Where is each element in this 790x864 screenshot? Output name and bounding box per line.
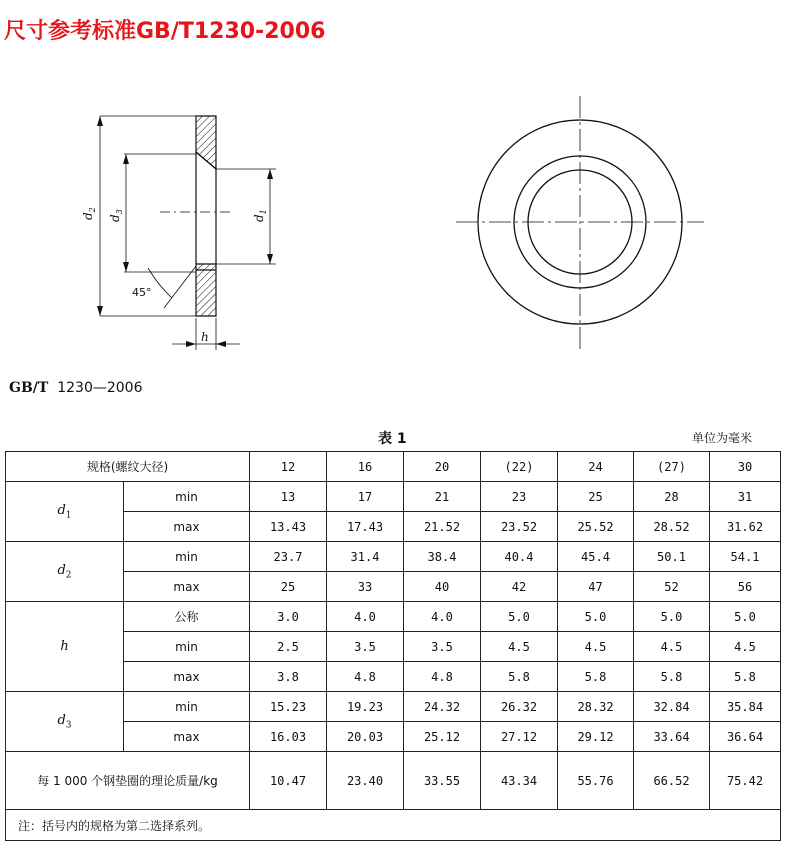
- value-cell: 56: [710, 572, 781, 602]
- row-label: min: [124, 482, 250, 512]
- mass-value: 43.34: [481, 752, 558, 810]
- value-cell: 3.8: [250, 662, 327, 692]
- value-cell: 5.8: [634, 662, 710, 692]
- value-cell: 25.12: [404, 722, 481, 752]
- value-cell: 31.4: [327, 542, 404, 572]
- row-label: max: [124, 722, 250, 752]
- size-header: 20: [404, 452, 481, 482]
- mass-value: 75.42: [710, 752, 781, 810]
- value-cell: 26.32: [481, 692, 558, 722]
- row-label: max: [124, 662, 250, 692]
- value-cell: 28.32: [558, 692, 634, 722]
- value-cell: 47: [558, 572, 634, 602]
- label-d3: $d_3$: [108, 209, 124, 222]
- front-view: [456, 96, 704, 352]
- page-heading: 尺寸参考标准GB/T1230-2006: [4, 19, 326, 44]
- mass-value: 10.47: [250, 752, 327, 810]
- value-cell: 28: [634, 482, 710, 512]
- value-cell: 4.5: [710, 632, 781, 662]
- value-cell: 3.0: [250, 602, 327, 632]
- value-cell: 4.0: [327, 602, 404, 632]
- value-cell: 3.5: [327, 632, 404, 662]
- row-label: min: [124, 542, 250, 572]
- value-cell: 54.1: [710, 542, 781, 572]
- value-cell: 25: [558, 482, 634, 512]
- value-cell: 23: [481, 482, 558, 512]
- symbol-cell: $d_1$: [6, 482, 124, 542]
- size-header: 24: [558, 452, 634, 482]
- value-cell: 21.52: [404, 512, 481, 542]
- dimension-table: [5, 451, 781, 841]
- label-h: h: [201, 330, 209, 344]
- value-cell: 4.8: [404, 662, 481, 692]
- unit-label: 单位为毫米: [692, 431, 753, 445]
- size-header: (22): [481, 452, 558, 482]
- table-header-row: [6, 452, 781, 482]
- value-cell: 33.64: [634, 722, 710, 752]
- value-cell: 4.5: [634, 632, 710, 662]
- value-cell: 21: [404, 482, 481, 512]
- value-cell: 40: [404, 572, 481, 602]
- size-header: 16: [327, 452, 404, 482]
- standard-label: GB/T 1230—2006: [9, 380, 143, 396]
- header-label: 规格(螺纹大径): [6, 452, 250, 482]
- value-cell: 3.5: [404, 632, 481, 662]
- size-header: 12: [250, 452, 327, 482]
- value-cell: 4.0: [404, 602, 481, 632]
- table-row: [6, 542, 781, 572]
- row-label: max: [124, 572, 250, 602]
- arrowheads: [97, 116, 273, 347]
- mass-value: 66.52: [634, 752, 710, 810]
- row-label: min: [124, 692, 250, 722]
- value-cell: 17: [327, 482, 404, 512]
- table-row: [6, 692, 781, 722]
- value-cell: 29.12: [558, 722, 634, 752]
- value-cell: 19.23: [327, 692, 404, 722]
- table-row: [6, 602, 781, 632]
- row-label: min: [124, 632, 250, 662]
- table-row: [6, 482, 781, 512]
- value-cell: 35.84: [710, 692, 781, 722]
- value-cell: 33: [327, 572, 404, 602]
- value-cell: 16.03: [250, 722, 327, 752]
- value-cell: 40.4: [481, 542, 558, 572]
- row-label: 公称: [124, 602, 250, 632]
- section-lower: [196, 264, 216, 316]
- value-cell: 42: [481, 572, 558, 602]
- value-cell: 5.8: [710, 662, 781, 692]
- symbol-cell: $d_3$: [6, 692, 124, 752]
- mass-value: 33.55: [404, 752, 481, 810]
- value-cell: 5.8: [558, 662, 634, 692]
- value-cell: 25: [250, 572, 327, 602]
- size-header: 30: [710, 452, 781, 482]
- value-cell: 23.52: [481, 512, 558, 542]
- washer-drawing: [0, 0, 790, 370]
- mass-value: 23.40: [327, 752, 404, 810]
- label-angle: 45°: [132, 286, 152, 299]
- mass-value: 55.76: [558, 752, 634, 810]
- value-cell: 27.12: [481, 722, 558, 752]
- note-row: [6, 810, 781, 841]
- table-title: 表 1: [378, 431, 407, 447]
- mass-row: [6, 752, 781, 810]
- value-cell: 4.5: [558, 632, 634, 662]
- value-cell: 5.0: [481, 602, 558, 632]
- mass-label: 每 1 000 个钢垫圈的理论质量/kg: [6, 752, 250, 810]
- value-cell: 38.4: [404, 542, 481, 572]
- value-cell: 5.0: [558, 602, 634, 632]
- value-cell: 28.52: [634, 512, 710, 542]
- symbol-cell: h: [6, 602, 124, 692]
- value-cell: 5.0: [710, 602, 781, 632]
- value-cell: 5.8: [481, 662, 558, 692]
- value-cell: 13.43: [250, 512, 327, 542]
- value-cell: 4.8: [327, 662, 404, 692]
- value-cell: 23.7: [250, 542, 327, 572]
- value-cell: 13: [250, 482, 327, 512]
- value-cell: 32.84: [634, 692, 710, 722]
- value-cell: 52: [634, 572, 710, 602]
- value-cell: 45.4: [558, 542, 634, 572]
- row-label: max: [124, 512, 250, 542]
- label-d1: $d_1$: [252, 209, 268, 222]
- value-cell: 31: [710, 482, 781, 512]
- value-cell: 20.03: [327, 722, 404, 752]
- symbol-cell: $d_2$: [6, 542, 124, 602]
- size-header: (27): [634, 452, 710, 482]
- section-view: [100, 116, 276, 350]
- value-cell: 17.43: [327, 512, 404, 542]
- value-cell: 31.62: [710, 512, 781, 542]
- value-cell: 15.23: [250, 692, 327, 722]
- value-cell: 5.0: [634, 602, 710, 632]
- value-cell: 25.52: [558, 512, 634, 542]
- value-cell: 2.5: [250, 632, 327, 662]
- value-cell: 36.64: [710, 722, 781, 752]
- value-cell: 4.5: [481, 632, 558, 662]
- table-note: 注：括号内的规格为第二选择系列。: [6, 810, 781, 841]
- value-cell: 50.1: [634, 542, 710, 572]
- label-d2: $d_2$: [81, 207, 97, 220]
- value-cell: 24.32: [404, 692, 481, 722]
